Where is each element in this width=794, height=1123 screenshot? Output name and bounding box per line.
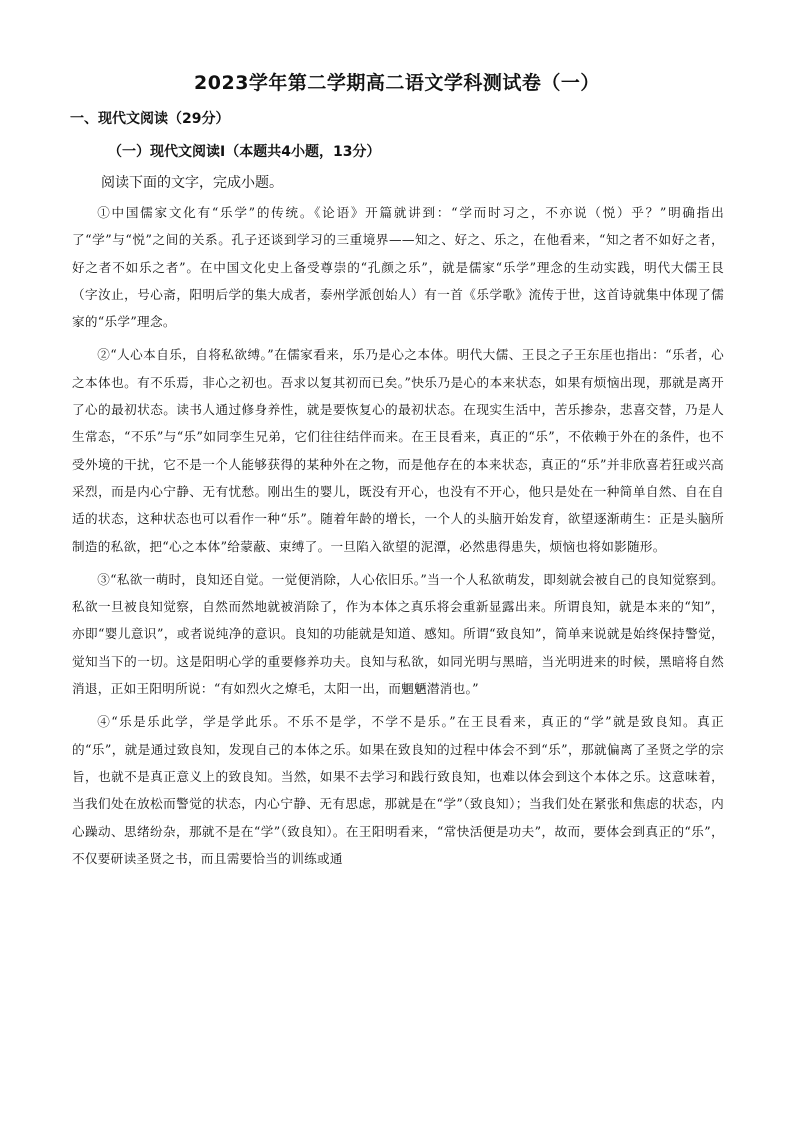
passage-paragraph-1: ①中国儒家文化有“乐学”的传统。《论语》开篇就讲到：“学而时习之，不亦说（悦）乎？”明确指出了“学”与“悦”之间的关系。孔子还谈到学习的三重境界——知之、好之、乐之，在他看来，“知之者不如好之者，好之者不如乐之者”。在中国文化史上备受尊崇的“孔颜之乐”，就是儒家“乐学”理念的生动实践，明代大儒王艮（字汝止，号心斋，阳明后学的集大成者，泰州学派创始人）有一首《乐学歌》流传于世，这首诗就集中体现了儒家的“乐学”理念。 [72,205,724,330]
passage-paragraph-2: ②“人心本自乐，自将私欲缚。”在儒家看来，乐乃是心之本体。明代大儒、王艮之子王东厓也指出：“乐者，心之本体也。有不乐焉，非心之初也。吾求以复其初而已矣。”快乐乃是心的本来状态，如果有烦恼出现，那就是离开了心的最初状态。读书人通过修身养性，就是要恢复心的最初状态。在现实生活中，苦乐掺杂，悲喜交替，乃是人生常态，“不乐”与“乐”如同孪生兄弟，它们往往结伴而来。在王艮看来，真正的“乐”，不依赖于外在的条件，也不受外境的干扰，它不是一个人能够获得的某种外在之物，而是他存在的本来状态，真正的“乐”并非欣喜若狂或兴高采烈，而是内心宁静、无有忧愁。刚出生的婴儿，既没有开心，也没有不开心，他只是处在一种简单自然、自在自适的状态，这种状态也可以看作一种“乐”。随着年龄的增长，一个人的头脑开始发育，欲望逐渐萌生：正是头脑所制造的私欲，把“心之本体”给蒙蔽、束缚了。一旦陷入欲望的泥潭，必然患得患失，烦恼也将如影随形。 [72,347,724,554]
section-heading: 一、现代文阅读（29分） [70,111,230,127]
sub-section-heading: （一）现代文阅读Ⅰ（本题共4小题，13分） [108,144,381,160]
passage-paragraph-4: ④“乐是乐此学，学是学此乐。不乐不是学，不学不是乐。”在王艮看来，真正的“学”就是致良知。真正的“乐”，就是通过致良知，发现自己的本体之乐。如果在致良知的过程中体会不到“乐”，那就偏离了圣贤之学的宗旨，也就不是真正意义上的致良知。当然，如果不去学习和践行致良知，也难以体会到这个本体之乐。这意味着，当我们处在放松而警觉的状态，内心宁静、无有思虑，那就是在“学”（致良知）；当我们处在紧张和焦虑的状态，内心躁动、思绪纷杂，那就不是在“学”（致良知）。在王阳明看来，“常快活便是功夫”，故而，要体会到真正的“乐”，不仅要研读圣贤之书，而且需要恰当的训练或通 [72,714,724,866]
reading-passage [72,199,724,878]
reading-instruction: 阅读下面的文字，完成小题。 [101,175,283,191]
exam-title: 2023学年第二学期高二语文学科测试卷（一） [194,72,600,94]
passage-paragraph-3: ③“私欲一萌时，良知还自觉。一觉便消除，人心依旧乐。”当一个人私欲萌发，即刻就会被自己的良知觉察到。私欲一旦被良知觉察，自然而然地就被消除了，作为本体之真乐将会重新显露出来。所谓良知，就是本来的“知”，亦即“婴儿意识”，或者说纯净的意识。良知的功能就是知道、感知。所谓“致良知”，简单来说就是始终保持警觉，觉知当下的一切。这是阳明心学的重要修养功夫。良知与私欲，如同光明与黑暗，当光明进来的时候，黑暗将自然消退，正如王阳明所说：“有如烈火之燎毛，太阳一出，而魍魉潜消也。” [72,571,724,697]
